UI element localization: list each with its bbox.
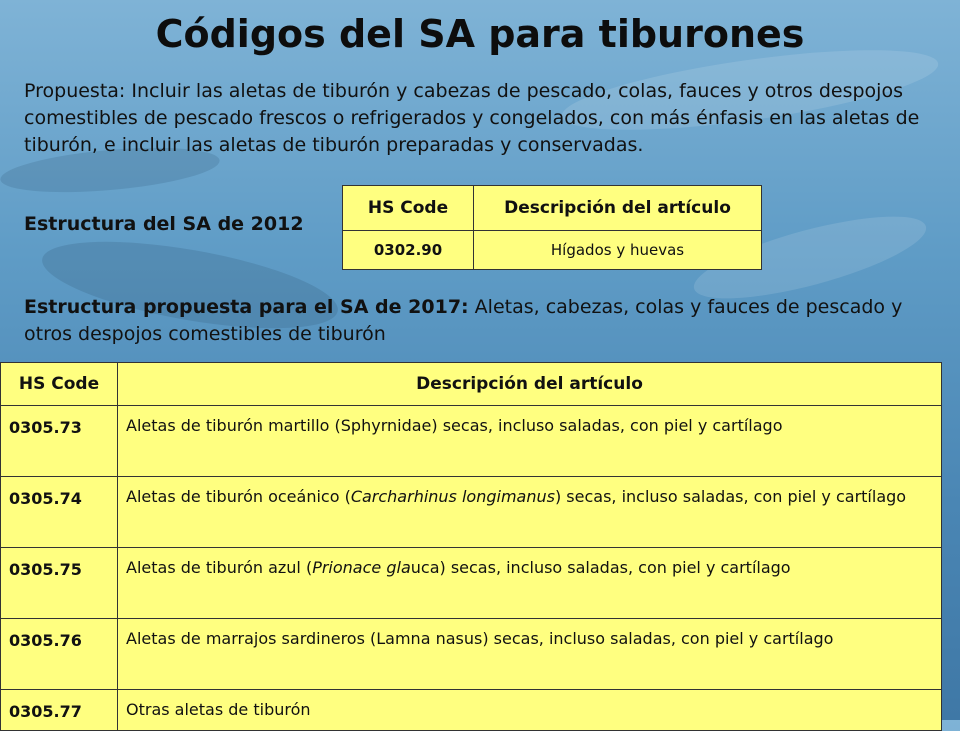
structure-2017-paragraph bbox=[24, 294, 954, 348]
description-text: Otras aletas de tiburón bbox=[126, 700, 311, 719]
description-cell bbox=[118, 477, 942, 548]
description-text: Aletas de marrajos sardineros (Lamna nasus) secas, incluso saladas, con piel y cartílago bbox=[126, 629, 834, 648]
column-header-hs-code: HS Code bbox=[1, 363, 118, 406]
description-cell bbox=[118, 406, 942, 477]
description-text: Aletas de tiburón azul ( bbox=[126, 558, 313, 577]
hs-code-cell: 0305.73 bbox=[1, 406, 118, 477]
structure-2012-heading: Estructura del SA de 2012 bbox=[24, 213, 304, 235]
hs-code-cell: 0305.76 bbox=[1, 619, 118, 690]
table-row bbox=[1, 619, 942, 690]
species-name-italic: Prionace gla bbox=[312, 558, 411, 577]
column-header-hs-code: HS Code bbox=[343, 186, 474, 231]
table-row bbox=[343, 231, 762, 270]
table-header-row bbox=[1, 363, 942, 406]
description-text: Aletas de tiburón martillo (Sphyrnidae) secas, incluso saladas, con piel y cartílago bbox=[126, 416, 783, 435]
description-cell bbox=[118, 690, 942, 731]
table-row bbox=[1, 690, 942, 731]
proposal-text: Propuesta: Incluir las aletas de tiburón y cabezas de pescado, colas, fauces y otros despojos comestibles de pescado frescos o refrigerados y congelados, con más énfasis en las aletas de tiburón, e incluir las aletas de tiburón preparadas y conservadas. bbox=[24, 80, 920, 156]
hs-code-cell: 0305.74 bbox=[1, 477, 118, 548]
description-cell bbox=[118, 619, 942, 690]
structure-2017-text: Aletas, cabezas, colas y fauces de pescado y otros despojos comestibles de tiburón bbox=[24, 296, 903, 345]
hs-code-cell: 0305.77 bbox=[1, 690, 118, 731]
hs-code-cell: 0302.90 bbox=[343, 231, 474, 270]
species-name-italic: Carcharhinus longimanus bbox=[350, 487, 555, 506]
table-row bbox=[1, 548, 942, 619]
table-header-row bbox=[343, 186, 762, 231]
hs-code-cell: 0305.75 bbox=[1, 548, 118, 619]
description-text-tail: ) secas, incluso saladas, con piel y cartílago bbox=[554, 487, 907, 506]
table-row bbox=[1, 477, 942, 548]
description-cell bbox=[118, 548, 942, 619]
description-text: Aletas de tiburón oceánico ( bbox=[126, 487, 351, 506]
structure-2017-heading: Estructura propuesta para el SA de 2017: bbox=[24, 296, 469, 318]
hs-2017-table bbox=[0, 362, 942, 731]
column-header-description: Descripción del artículo bbox=[474, 186, 762, 231]
hs-2012-table bbox=[342, 185, 762, 270]
page-title: Códigos del SA para tiburones bbox=[155, 12, 805, 56]
description-cell: Hígados y huevas bbox=[474, 231, 762, 270]
column-header-description: Descripción del artículo bbox=[118, 363, 942, 406]
description-text-tail: uca) secas, incluso saladas, con piel y cartílago bbox=[410, 558, 791, 577]
table-row bbox=[1, 406, 942, 477]
